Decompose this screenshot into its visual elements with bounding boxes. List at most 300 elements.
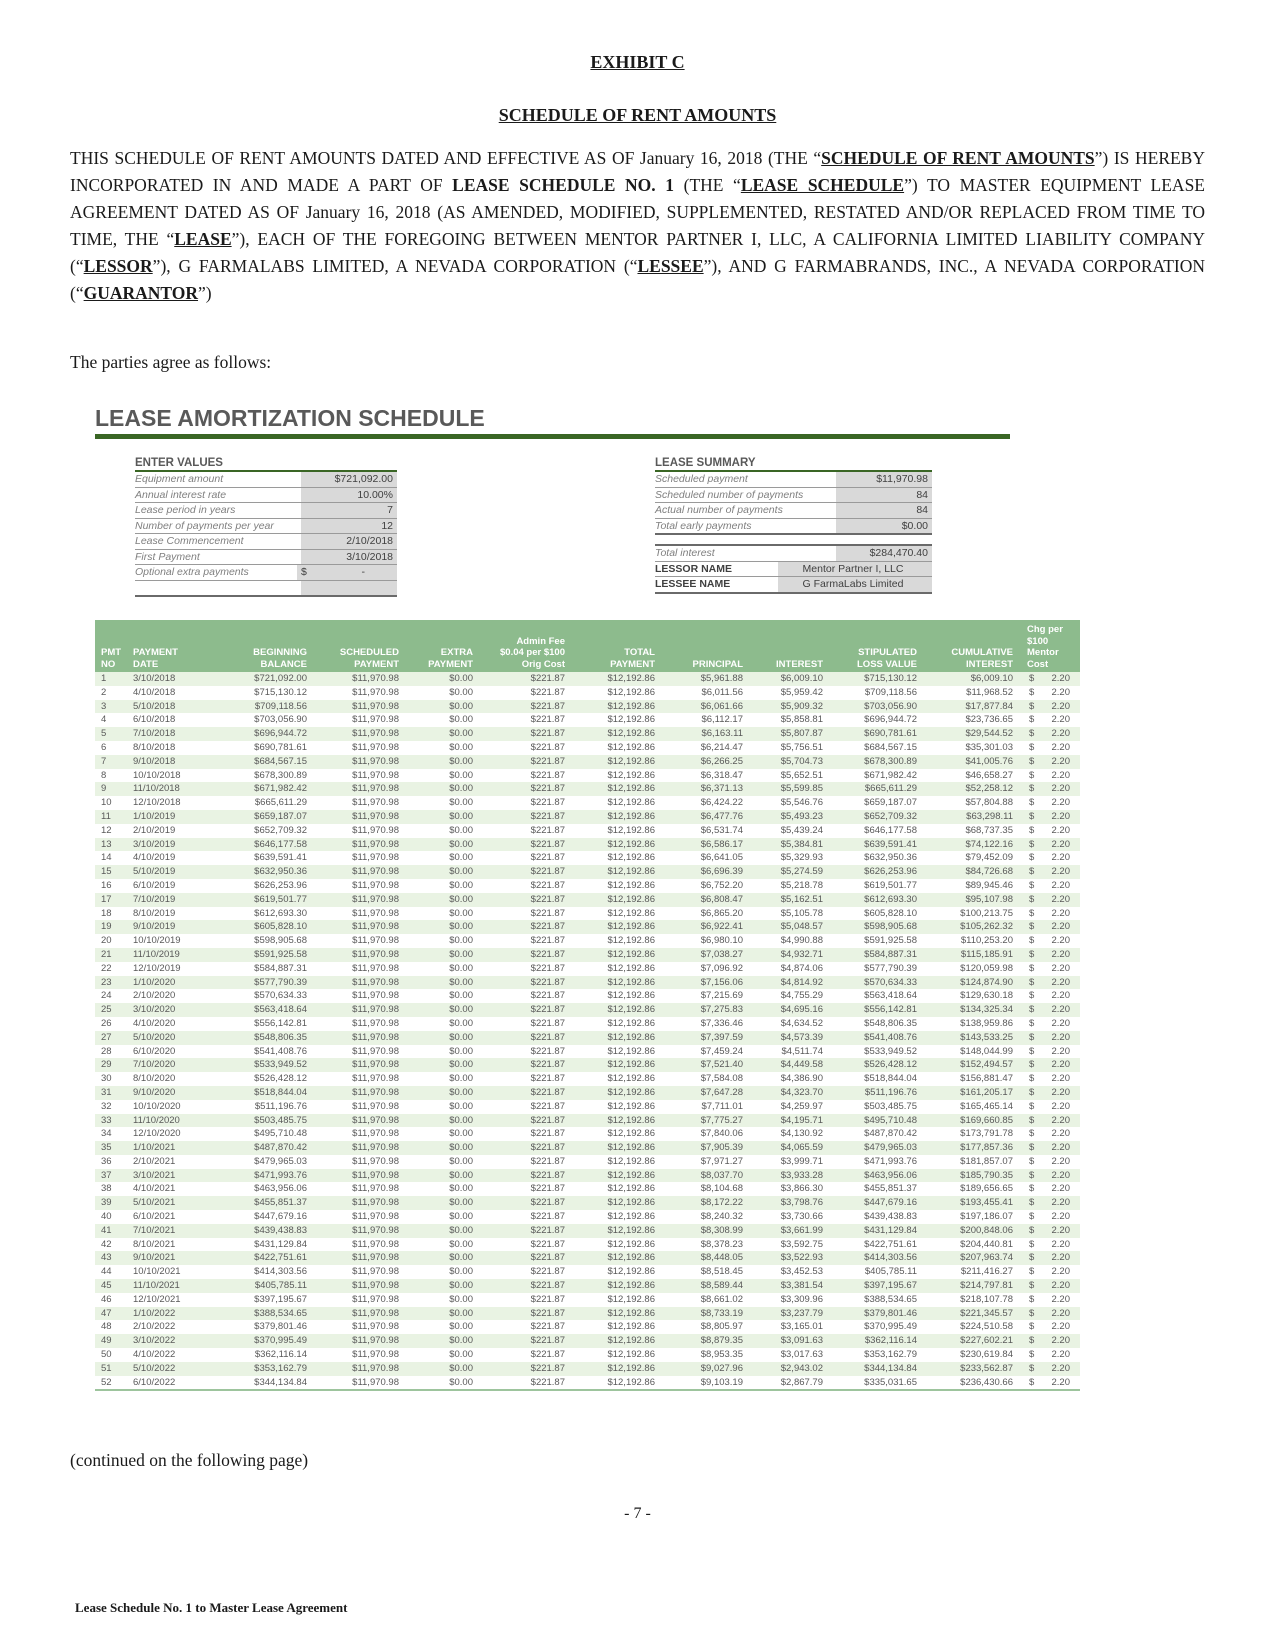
table-cell: $0.00: [449, 1293, 473, 1305]
table-cell-value: 2.20: [1051, 769, 1070, 781]
column-header: [1021, 624, 1080, 670]
table-cell: 5/10/2021: [133, 1197, 176, 1209]
table-cell: $0.00: [449, 1142, 473, 1154]
table-cell: $11,970.98: [352, 700, 399, 712]
table-cell: [1021, 824, 1080, 838]
table-cell: 9/10/2020: [133, 1086, 176, 1098]
row-label: Lease period in years: [135, 504, 236, 517]
table-cell: $0.00: [449, 1376, 473, 1388]
currency-prefix: $: [1029, 810, 1035, 822]
table-cell: $563,418.64: [864, 990, 917, 1002]
table-cell: 4/10/2018: [133, 686, 176, 698]
table-cell-value: 2.20: [1051, 755, 1070, 767]
table-cell: $3,661.99: [780, 1224, 823, 1236]
table-cell: [1021, 1376, 1080, 1390]
table-cell: $684,567.15: [864, 741, 917, 753]
column-header-line: [211, 636, 307, 648]
column-header-line: PAYMENT: [133, 647, 178, 658]
table-cell: 40: [101, 1211, 112, 1223]
table-cell: $7,336.46: [700, 1017, 743, 1029]
table-cell: $431,129.84: [864, 1224, 917, 1236]
table-cell: $0.00: [449, 741, 473, 753]
table-cell: $652,709.32: [254, 824, 307, 836]
currency-prefix: $: [1029, 741, 1035, 753]
row-label: Actual number of payments: [655, 504, 783, 517]
table-cell: $221.87: [530, 797, 565, 809]
column-header-line: PAYMENT: [428, 658, 473, 670]
currency-prefix: $: [1029, 673, 1035, 684]
table-cell: $221.87: [530, 810, 565, 822]
table-cell: $646,177.58: [254, 838, 307, 850]
table-cell: $4,449.58: [780, 1059, 823, 1071]
table-cell: $12,192.86: [607, 1238, 655, 1250]
column-header-line: PAYMENT: [610, 658, 655, 670]
table-cell: $684,567.15: [254, 755, 307, 767]
row-value-cell: $0.00: [836, 519, 932, 534]
table-cell: $7,156.06: [700, 976, 743, 988]
table-cell: $4,990.88: [780, 935, 823, 947]
table-cell: $0.00: [449, 1114, 473, 1126]
table-cell: $221.87: [530, 990, 565, 1002]
input-summary-boxes: [95, 439, 1180, 589]
table-cell: $9,103.19: [700, 1376, 743, 1388]
table-cell: $8,589.44: [700, 1280, 743, 1292]
table-cell: $690,781.61: [864, 728, 917, 740]
table-cell: $577,790.39: [254, 976, 307, 988]
table-cell: $3,381.54: [780, 1280, 823, 1292]
table-cell: 51: [101, 1362, 112, 1374]
currency-prefix: $: [1029, 728, 1035, 740]
currency-prefix: $: [1029, 1238, 1035, 1250]
table-cell: $619,501.77: [254, 893, 307, 905]
table-cell: $169,660.85: [960, 1114, 1013, 1126]
table-cell: $8,518.45: [700, 1266, 743, 1278]
table-cell-value: 2.20: [1051, 879, 1070, 891]
row-value-cell: 10.00%: [301, 488, 397, 503]
spreadsheet-row: [655, 577, 932, 594]
table-cell: $626,253.96: [254, 879, 307, 891]
table-cell: $11,970.98: [352, 1376, 399, 1388]
table-cell: $577,790.39: [864, 962, 917, 974]
table-cell: $518,844.04: [254, 1086, 307, 1098]
table-cell: $221.87: [530, 1266, 565, 1278]
table-row: [95, 838, 1080, 852]
table-cell: $12,192.86: [607, 783, 655, 795]
table-cell: $639,591.41: [254, 852, 307, 864]
table-cell: $221.87: [530, 838, 565, 850]
column-header-line: PMT: [101, 647, 122, 658]
table-cell: $696,944.72: [864, 714, 917, 726]
table-cell: $598,905.68: [864, 921, 917, 933]
currency-prefix: $: [1029, 1100, 1035, 1112]
table-cell: [1021, 1265, 1080, 1279]
table-cell: $6,318.47: [700, 769, 743, 781]
table-cell-value: 2.20: [1051, 1266, 1070, 1278]
currency-prefix: $: [1029, 990, 1035, 1002]
table-cell: 31: [101, 1086, 112, 1098]
row-value-cell: 84: [836, 488, 932, 503]
table-cell: $353,162.79: [254, 1362, 307, 1374]
column-header-line: Orig Cost: [521, 658, 565, 670]
table-cell: $0.00: [449, 1211, 473, 1223]
table-cell: $7,459.24: [700, 1045, 743, 1057]
table-cell: $12,192.86: [607, 1321, 655, 1333]
page-number: - 7 -: [624, 1505, 651, 1522]
table-row: [95, 796, 1080, 810]
table-cell: $495,710.48: [254, 1128, 307, 1140]
parties-line: The parties agree as follows:: [70, 352, 272, 372]
table-cell: [1021, 1114, 1080, 1128]
table-cell: 10/10/2019: [133, 935, 181, 947]
table-row: [95, 1307, 1080, 1321]
currency-prefix: $: [1029, 948, 1035, 960]
table-cell: [1021, 727, 1080, 741]
table-cell: $173,791.78: [960, 1128, 1013, 1140]
table-cell: $3,592.75: [780, 1238, 823, 1250]
table-cell-value: 2.20: [1051, 1073, 1070, 1085]
table-cell: 22: [101, 962, 112, 974]
table-cell: [1021, 769, 1080, 783]
table-cell: $11,970.98: [352, 1252, 399, 1264]
table-cell: $0.00: [449, 686, 473, 698]
table-cell: $129,630.18: [960, 990, 1013, 1002]
intro-segment: ”), EACH OF THE FOREGOING BETWEEN MENTOR PARTNER I, LLC, A CALIFORNIA LIMITED LIABILITY COMPANY (“: [70, 229, 1205, 276]
table-cell: [1021, 741, 1080, 755]
table-cell: $12,192.86: [607, 1045, 655, 1057]
column-header-line: [133, 624, 211, 636]
table-cell: 25: [101, 1004, 112, 1016]
table-cell-value: 2.20: [1051, 1142, 1070, 1154]
table-cell: $230,619.84: [960, 1349, 1013, 1361]
table-cell: $463,956.06: [864, 1169, 917, 1181]
table-cell: $0.00: [449, 852, 473, 864]
table-cell: $6,922.41: [700, 921, 743, 933]
table-cell: 5/10/2019: [133, 866, 176, 878]
table-cell: [1021, 1196, 1080, 1210]
column-header-line: [315, 636, 399, 648]
table-cell: $156,881.47: [960, 1073, 1013, 1085]
table-cell: $3,017.63: [780, 1349, 823, 1361]
table-cell: $5,105.78: [780, 907, 823, 919]
table-cell: $4,065.59: [780, 1142, 823, 1154]
table-cell: $0.00: [449, 1362, 473, 1374]
table-cell: 12/10/2018: [133, 797, 181, 809]
table-cell: $11,970.98: [352, 797, 399, 809]
table-cell-value: 2.20: [1051, 976, 1070, 988]
table-cell: $12,192.86: [607, 935, 655, 947]
table-cell: 39: [101, 1197, 112, 1209]
continued-note: (continued on the following page): [70, 1450, 309, 1470]
column-header-line: NO: [101, 658, 116, 670]
table-cell: [1021, 1279, 1080, 1293]
table-cell-value: 2.20: [1051, 714, 1070, 726]
table-cell: $8,953.35: [700, 1349, 743, 1361]
table-row: [95, 1072, 1080, 1086]
table-cell: $161,205.17: [960, 1086, 1013, 1098]
spreadsheet-row: [655, 546, 932, 562]
table-cell-value: 2.20: [1051, 1100, 1070, 1112]
table-cell: 9/10/2021: [133, 1252, 176, 1264]
table-cell: $143,533.25: [960, 1031, 1013, 1043]
table-cell: $12,192.86: [607, 852, 655, 864]
column-header-line: BALANCE: [260, 658, 307, 670]
table-cell: $185,790.35: [960, 1169, 1013, 1181]
column-header-line: EXTRA: [440, 647, 473, 658]
table-cell: $0.00: [449, 810, 473, 822]
table-cell: $414,303.56: [254, 1266, 307, 1278]
currency-prefix: $: [1029, 1073, 1035, 1085]
table-cell-value: 2.20: [1051, 1362, 1070, 1374]
schedule-title: LEASE AMORTIZATION SCHEDULE: [95, 405, 485, 431]
table-cell: $487,870.42: [864, 1128, 917, 1140]
column-header-line: PRINCIPAL: [692, 658, 743, 670]
table-cell: $8,240.32: [700, 1211, 743, 1223]
table-cell: $221.87: [530, 921, 565, 933]
table-cell: $11,970.98: [352, 838, 399, 850]
table-cell: $11,970.98: [352, 866, 399, 878]
table-cell: $7,971.27: [700, 1155, 743, 1167]
table-cell: $89,945.46: [965, 879, 1013, 891]
table-cell: $619,501.77: [864, 879, 917, 891]
table-cell: $4,386.90: [780, 1073, 823, 1085]
table-cell: $23,736.65: [965, 714, 1013, 726]
table-cell: $11,970.98: [352, 879, 399, 891]
column-header: [481, 624, 573, 670]
column-header-line: INTEREST: [966, 658, 1013, 670]
table-cell: $120,059.98: [960, 962, 1013, 974]
table-cell: 37: [101, 1169, 112, 1181]
table-cell: $221.87: [530, 783, 565, 795]
enter-values-box: [135, 457, 397, 597]
table-row: [95, 865, 1080, 879]
table-cell: $218,107.78: [960, 1293, 1013, 1305]
table-row: [95, 934, 1080, 948]
table-cell: 29: [101, 1059, 112, 1071]
table-cell: $12,192.86: [607, 700, 655, 712]
column-header: [95, 624, 125, 670]
table-cell: 1/10/2021: [133, 1142, 176, 1154]
table-cell: 24: [101, 990, 112, 1002]
table-cell: $0.00: [449, 990, 473, 1002]
table-cell-value: 2.20: [1051, 907, 1070, 919]
row-label: Lease Commencement: [135, 535, 244, 548]
table-cell: $12,192.86: [607, 921, 655, 933]
table-cell: $0.00: [449, 962, 473, 974]
table-cell-value: 2.20: [1051, 1335, 1070, 1347]
table-cell: [1021, 1003, 1080, 1017]
table-cell: $584,887.31: [864, 948, 917, 960]
table-cell: $221.87: [530, 1004, 565, 1016]
table-cell: 10: [101, 797, 112, 809]
enter-values-rows: [135, 472, 397, 597]
table-cell: 8/10/2019: [133, 907, 176, 919]
table-cell: $4,573.39: [780, 1031, 823, 1043]
currency-prefix: $: [1029, 893, 1035, 905]
table-cell: $495,710.48: [864, 1114, 917, 1126]
currency-prefix: $: [1029, 755, 1035, 767]
currency-prefix: $: [1029, 1376, 1035, 1388]
document-footer: Lease Schedule No. 1 to Master Lease Agreement: [75, 1600, 348, 1615]
table-row: [95, 741, 1080, 755]
table-cell: $12,192.86: [607, 962, 655, 974]
currency-prefix: $: [1029, 1059, 1035, 1071]
table-cell: $703,056.90: [864, 700, 917, 712]
table-cell: $11,970.98: [352, 1169, 399, 1181]
spreadsheet-row: [655, 562, 932, 578]
table-cell-value: 2.20: [1051, 1059, 1070, 1071]
table-row: [95, 713, 1080, 727]
currency-prefix: $: [1029, 1280, 1035, 1292]
table-cell: 43: [101, 1252, 112, 1264]
table-cell: $379,801.46: [254, 1321, 307, 1333]
table-cell: $11,970.98: [352, 728, 399, 740]
table-cell: [1021, 1348, 1080, 1362]
table-cell: $541,408.76: [254, 1045, 307, 1057]
table-cell: 8/10/2018: [133, 741, 176, 753]
table-row: [95, 1251, 1080, 1265]
table-cell: 10/10/2020: [133, 1100, 181, 1112]
table-cell: $6,011.56: [701, 686, 743, 698]
table-cell: $7,840.06: [700, 1128, 743, 1140]
table-cell: 2/10/2019: [133, 824, 176, 836]
currency-prefix: $: [1029, 1211, 1035, 1223]
column-header-line: [751, 624, 823, 636]
currency-prefix: $: [1029, 879, 1035, 891]
currency-prefix: $: [1029, 1142, 1035, 1154]
table-cell: $0.00: [449, 728, 473, 740]
table-cell: 38: [101, 1183, 112, 1195]
table-cell: $110,253.20: [960, 935, 1013, 947]
table-cell: 6/10/2018: [133, 714, 176, 726]
table-cell: $0.00: [449, 1017, 473, 1029]
table-cell: $388,534.65: [254, 1307, 307, 1319]
table-cell: 27: [101, 1031, 112, 1043]
table-cell: $221.87: [530, 1362, 565, 1374]
table-cell: $11,970.98: [352, 673, 399, 684]
currency-prefix: $: [1029, 1183, 1035, 1195]
table-cell: [1021, 1238, 1080, 1252]
table-cell: $124,874.90: [960, 976, 1013, 988]
table-cell: $511,196.76: [864, 1086, 917, 1098]
table-cell: $0.00: [449, 1031, 473, 1043]
table-cell: $204,440.81: [960, 1238, 1013, 1250]
table-cell: $471,993.76: [254, 1169, 307, 1181]
table-cell: 50: [101, 1349, 112, 1361]
table-cell: $0.00: [449, 1155, 473, 1167]
column-header-line: $100: [1027, 635, 1049, 647]
table-cell: $7,775.27: [700, 1114, 743, 1126]
table-cell-value: 2.20: [1051, 686, 1070, 698]
table-cell: $11,970.98: [352, 1362, 399, 1374]
column-header-line: INTEREST: [776, 658, 823, 670]
table-cell: [1021, 755, 1080, 769]
row-value-cell: Mentor Partner I, LLC: [778, 562, 932, 577]
table-cell: $221.87: [530, 1349, 565, 1361]
table-cell-value: 2.20: [1051, 893, 1070, 905]
column-header: [751, 624, 831, 670]
table-cell: 33: [101, 1114, 112, 1126]
table-cell: $11,970.98: [352, 893, 399, 905]
table-cell: 11/10/2020: [133, 1114, 180, 1126]
currency-prefix: $: [1029, 797, 1035, 809]
table-cell: $632,950.36: [864, 852, 917, 864]
table-cell: $6,752.20: [700, 879, 743, 891]
table-cell: $503,485.75: [254, 1114, 307, 1126]
table-cell: [1021, 686, 1080, 700]
table-cell: $12,192.86: [607, 1335, 655, 1347]
table-cell: $74,122.16: [965, 838, 1013, 850]
column-header-line: Cost: [1027, 658, 1049, 670]
table-cell: $52,258.12: [965, 783, 1013, 795]
column-header-line: [133, 636, 211, 648]
table-cell: $0.00: [449, 879, 473, 891]
table-cell: $3,730.66: [780, 1211, 823, 1223]
table-row: [95, 1017, 1080, 1031]
table-cell: $6,865.20: [700, 907, 743, 919]
table-cell: $659,187.07: [254, 810, 307, 822]
table-cell: $344,134.84: [254, 1376, 307, 1388]
table-cell: $3,309.96: [780, 1293, 823, 1305]
table-cell: $11,970.98: [352, 824, 399, 836]
table-cell: [1021, 672, 1080, 686]
table-cell-value: 2.20: [1051, 866, 1070, 878]
table-cell-value: 2.20: [1051, 1349, 1070, 1361]
table-cell: [1021, 893, 1080, 907]
table-cell: $11,970.98: [352, 1142, 399, 1154]
table-cell: $221.87: [530, 1114, 565, 1126]
table-cell-value: 2.20: [1051, 852, 1070, 864]
table-row: [95, 907, 1080, 921]
table-cell: $221.87: [530, 673, 565, 684]
table-cell: $221.87: [530, 1128, 565, 1140]
table-cell: $8,378.23: [700, 1238, 743, 1250]
table-cell: [1021, 1072, 1080, 1086]
table-cell: $12,192.86: [607, 1073, 655, 1085]
table-cell: $511,196.76: [254, 1100, 307, 1112]
column-header-line: [925, 624, 1013, 636]
row-value-cell: 3/10/2018: [301, 550, 397, 565]
table-cell: $556,142.81: [254, 1017, 307, 1029]
intro-segment: LEASE SCHEDULE NO. 1: [452, 175, 675, 195]
row-value-cell: G FarmaLabs Limited: [778, 577, 932, 592]
table-cell: $439,438.83: [254, 1224, 307, 1236]
table-cell: [1021, 1293, 1080, 1307]
table-cell: $0.00: [449, 824, 473, 836]
table-cell-value: 2.20: [1051, 824, 1070, 836]
table-row: [95, 1224, 1080, 1238]
table-row: [95, 851, 1080, 865]
table-cell: $46,658.27: [965, 769, 1013, 781]
table-cell: $152,494.57: [960, 1059, 1013, 1071]
column-header: [663, 624, 751, 670]
table-row: [95, 1003, 1080, 1017]
row-value-cell: 7: [301, 503, 397, 518]
column-header-line: Chg per: [1027, 624, 1063, 635]
currency-prefix: $: [1029, 700, 1035, 712]
table-cell: $221.87: [530, 879, 565, 891]
spreadsheet-row: [135, 565, 397, 581]
table-row: [95, 782, 1080, 796]
table-cell: $479,965.03: [254, 1155, 307, 1167]
table-cell: $221.87: [530, 728, 565, 740]
table-cell: $639,591.41: [864, 838, 917, 850]
table-cell: 26: [101, 1017, 112, 1029]
table-cell: 14: [101, 852, 112, 864]
table-cell: $605,828.10: [254, 921, 307, 933]
table-cell: $11,970.98: [352, 1280, 399, 1292]
table-cell: $12,192.86: [607, 1128, 655, 1140]
table-cell: $221.87: [530, 741, 565, 753]
